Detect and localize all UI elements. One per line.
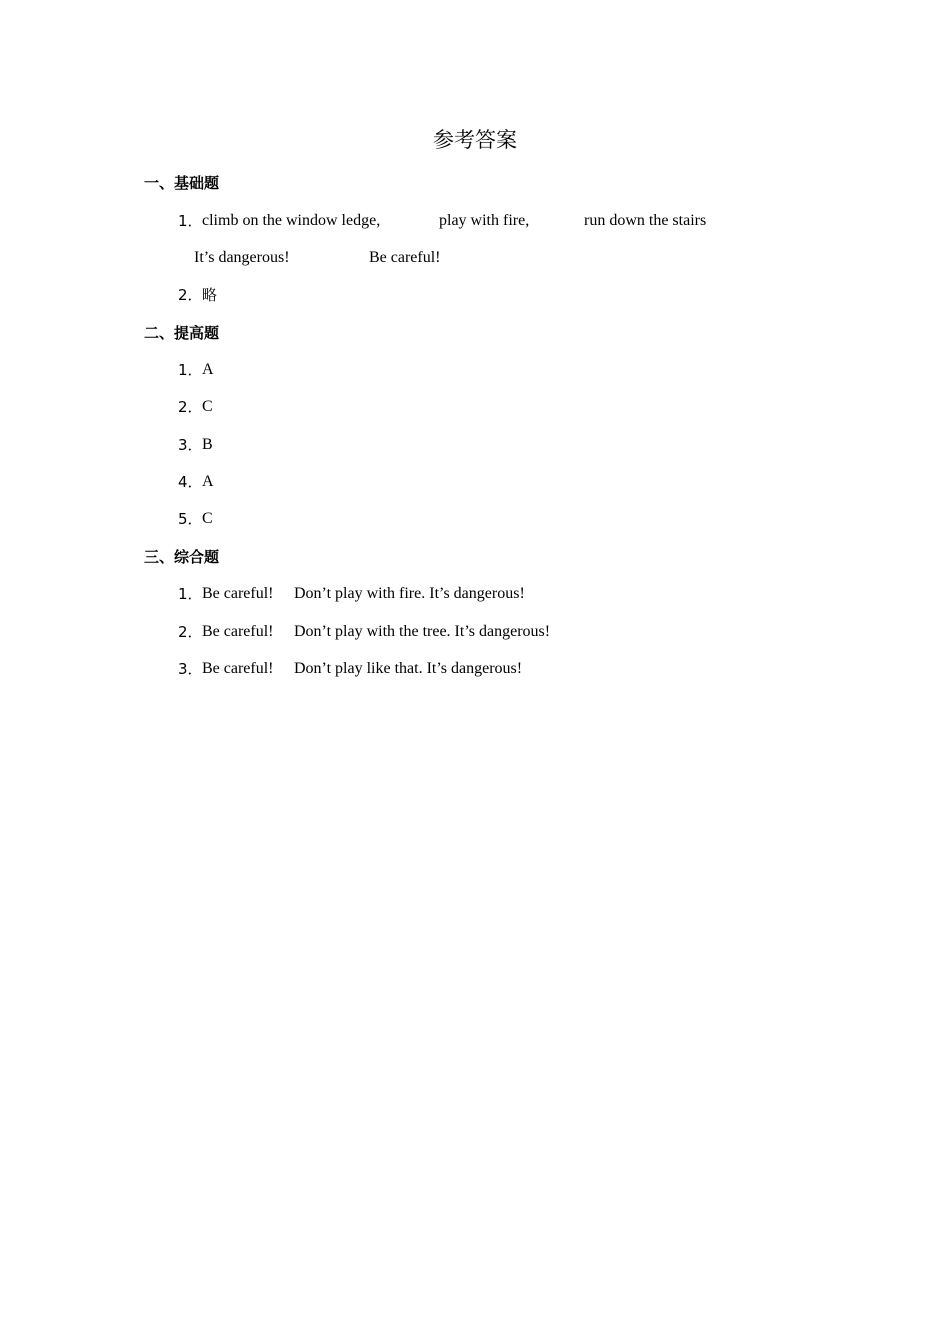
section-heading-advanced: 二、提高题 [144,324,220,342]
page-title: 参考答案 [433,128,517,152]
answer-part-2: Don’t play like that. It’s dangerous! [294,660,523,677]
item-number: 2． [178,623,203,641]
section-heading-basic: 一、基础题 [144,174,220,192]
item-number: 1． [178,585,203,603]
item-number: 3． [178,660,203,678]
answer-part-1: Be careful! [202,585,274,602]
item-number: 2． [178,398,203,416]
section-heading-comprehensive: 三、综合题 [144,548,220,566]
item-answer: A [202,361,214,378]
answer-part-1: Be careful! [202,660,274,677]
item-number: 1． [178,212,203,230]
item-number: 2． [178,286,203,304]
answer-part-1: Be careful! [202,623,274,640]
item-answer: C [202,398,213,415]
answer-part-2: Don’t play with fire. It’s dangerous! [294,585,525,602]
item-answer: C [202,510,213,527]
item-answer: B [202,436,213,453]
answer-phrase: play with fire, [439,212,530,229]
item-number: 5． [178,510,203,528]
item-answer: 略 [202,286,218,304]
answer-phrase: It’s dangerous! [194,249,290,266]
answer-phrase: climb on the window ledge, [202,212,381,229]
answer-phrase: run down the stairs [584,212,707,229]
answer-part-2: Don’t play with the tree. It’s dangerous! [294,623,551,640]
item-number: 3． [178,436,203,454]
item-answer: A [202,473,214,490]
answer-phrase: Be careful! [369,249,441,266]
item-number: 4． [178,473,203,491]
item-number: 1． [178,361,203,379]
